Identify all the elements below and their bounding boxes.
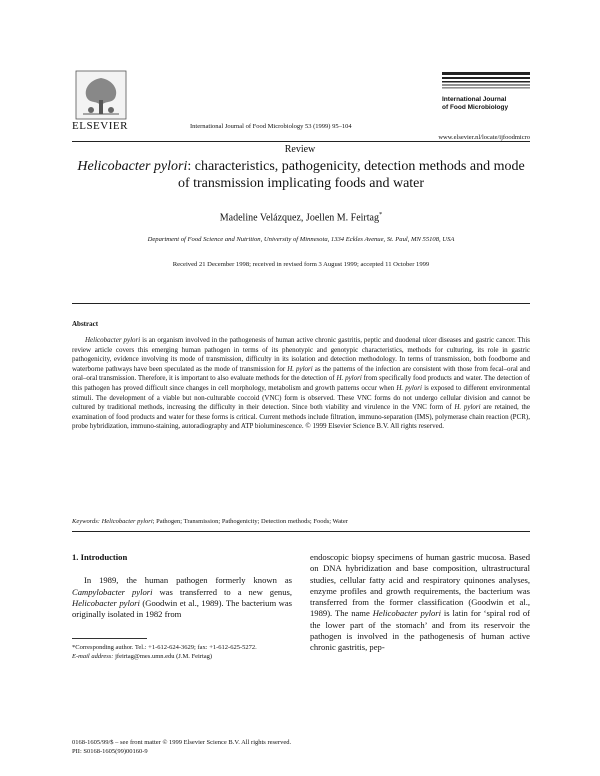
keywords [72, 518, 530, 525]
intro-right-text-c: is latin for ‘spiral rod of the lower part of the stomach’ and from its reservoir the pathogen is involved in the pathogenesis of human active chronic gastritis, pep- [310, 608, 530, 653]
abstract-bottom-rule [72, 531, 530, 532]
corresponding-mark: * [378, 211, 383, 218]
intro-left-column [72, 552, 292, 620]
intro-paragraph-left [72, 575, 292, 620]
abstract-italic-4: H. pylori [396, 383, 422, 392]
keywords-label: Keywords: [72, 518, 100, 525]
journal-logo-line2: of Food Microbiology [442, 103, 509, 111]
article-dates: Received 21 December 1998; received in revised form 3 August 1999; accepted 11 October 1999 [172, 261, 430, 268]
publisher-name: ELSEVIER [72, 120, 128, 132]
abstract-text-1: is an organism involved in the pathogenesis of human active chronic gastritis, peptic and duodenal ulcer diseases and gastric cancer. This review article covers this emerging human pathogen in terms of its phenotypic and genotypic characteristics, methods for culturing, its role in gastric pathogenicity, evidence involving its mode of transmission, difficulty in its isolation and detection methodology. In terms of transmission, both foodborne and waterborne pathways have been speculated as the mode of transmission for [72, 336, 530, 373]
abstract-body [72, 336, 530, 432]
journal-citation: International Journal of Food Microbiology 53 (1999) 95–104 [190, 123, 352, 130]
article-title [72, 158, 530, 192]
abstract-text-4: is exposed to different environmental stimuli. The development of a viable but non-culturable coccoid (VNC) form is observed. These VNC forms do not undergo cellular division and cannot be cultured by traditional methods, increasing the difficulty in their detection. Since both viability and virulence in the VNC form of [72, 383, 531, 412]
email-label: E-mail address: [72, 652, 114, 660]
intro-italic-b: Campylobacter pylori [72, 586, 153, 597]
header-rule [72, 141, 530, 142]
abstract-text-3: from specifically food products and water. The detection of this pathogen has proved difficult since changes in cell morphology, metabolism and growth patterns occur when [72, 374, 530, 392]
abstract-italic-1: Helicobacter pylori [85, 336, 141, 344]
journal-logo-line1: International Journal [442, 96, 507, 103]
authors [72, 211, 530, 223]
abstract-text-5: are retained, the examination of food products and water for these forms is critical. Current methods include filtration, immuno-separation (IMS), polymerase chain reaction (PCR), probe hybridization, immuno-staining, autoradiography and ATP bioluminescence. © 1999 Elsevier Science B.V. All rights reserved. [72, 403, 531, 431]
title-organism: Helicobacter pylori [77, 159, 188, 174]
author-names: Madeline Velázquez, Joellen M. Feirtag [219, 212, 379, 224]
abstract-heading: Abstract [72, 320, 99, 328]
intro-heading: 1. Introduction [72, 552, 128, 562]
keyword-list: ; Pathogen; Transmission; Pathogenicity; Detection methods; Foods; Water [152, 518, 348, 525]
journal-bars-icon [442, 70, 530, 90]
keyword-organism: Helicobacter pylori [101, 518, 153, 525]
intro-right-italic: Helicobacter pylori [372, 608, 442, 619]
publisher-logo-icon [75, 70, 127, 120]
abstract-italic-5: H. pylori [454, 403, 481, 412]
email-address[interactable]: jfeirtag@mes.umn.edu (J.M. Feirtag) [113, 652, 213, 660]
footnote [72, 644, 292, 662]
corresponding-author-note: *Corresponding author. Tel.: +1-612-624-3629; fax: +1-612-625-5272. [72, 644, 257, 651]
journal-url[interactable]: www.elsevier.nl/locate/ijfoodmicro [438, 134, 530, 141]
intro-text-a: In 1989, the human pathogen formerly known as [84, 575, 292, 586]
intro-right-column [310, 552, 530, 654]
abstract-italic-2: H. pylori [287, 364, 313, 373]
affiliation: Department of Food Science and Nutrition, University of Minnesota, 1334 Eckles Avenue, St. Paul, MN 55108, USA [147, 236, 455, 243]
abstract-text-2: as the patterns of the infection are consistent with those from fecal–oral and oral–oral transmission. Therefore, it is important to also evaluate methods for the detection of [72, 364, 530, 383]
footer-pii: PII: S0168-1605(99)00160-9 [72, 748, 148, 755]
journal-logo [442, 70, 530, 111]
article-type: Review [284, 144, 316, 155]
intro-italic-d: Helicobacter pylori [72, 597, 140, 608]
email-note [72, 653, 292, 662]
abstract-italic-3: H. pylori [336, 374, 362, 383]
page-footer [72, 738, 291, 756]
intro-text-e: (Goodwin et al., 1989). The bacterium was originally isolated in 1982 from [72, 597, 292, 620]
title-rest: : characteristics, pathogenicity, detection methods and mode of transmission implicating foods and water [177, 159, 525, 191]
intro-text-c: was transferred to a new genus, [152, 586, 292, 597]
intro-right-text-a: endoscopic biopsy specimens of human gastric mucosa. Based on DNA hybridization and base composition, ultrastructural studies, cellular fatty acid and respiratory quinones analyses, enzyme profiles and growth requirements, the bacterium was transferred from the former classification (Goodwin et al., 1989). The name [310, 552, 530, 619]
footer-copyright: 0168-1605/99/$ – see front matter © 1999 Elsevier Science B.V. All rights reserved. [72, 739, 292, 746]
footnote-rule [72, 638, 147, 639]
abstract-top-rule [72, 303, 530, 304]
